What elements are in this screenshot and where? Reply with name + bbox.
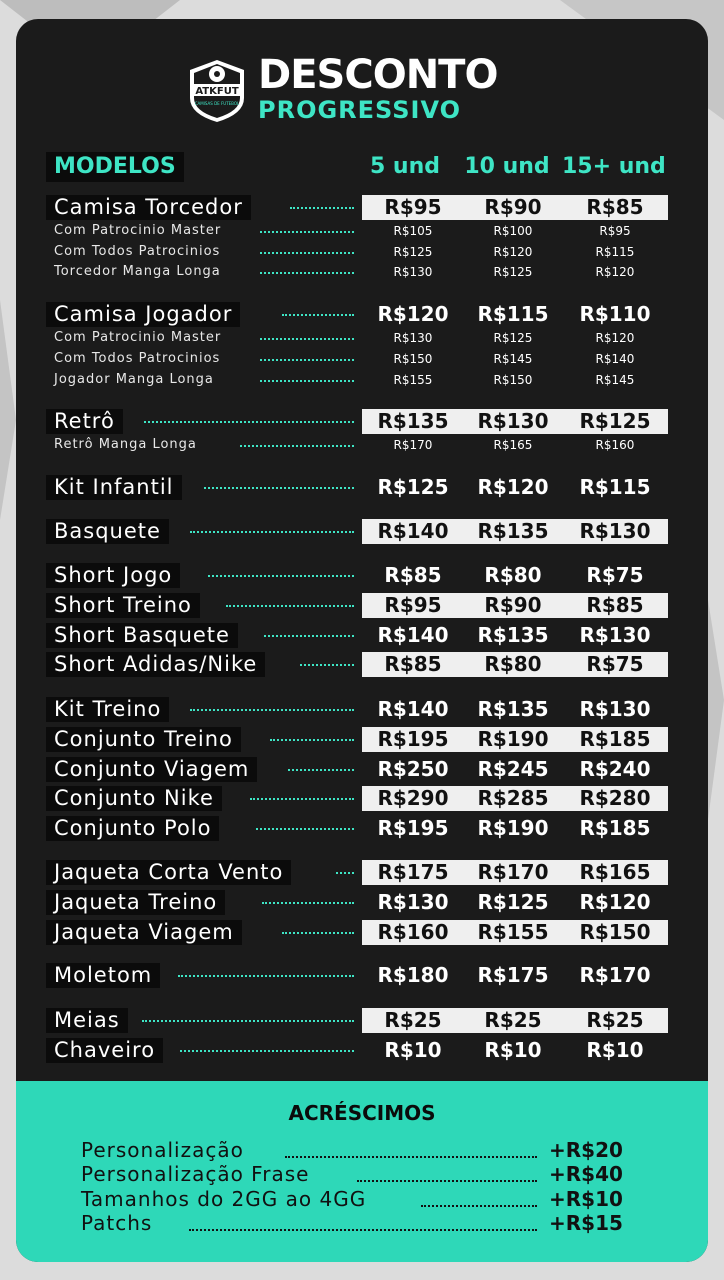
price-cell: R$105 — [393, 224, 433, 238]
price-cell: R$120 — [595, 331, 635, 345]
price-cell: R$95 — [599, 224, 631, 238]
price-cell: R$120 — [579, 889, 651, 914]
model-label: Short Adidas/Nike — [46, 652, 265, 677]
price-cell: R$245 — [477, 756, 549, 781]
price-cell: R$90 — [484, 592, 542, 617]
model-label: Jaqueta Corta Vento — [46, 860, 291, 885]
price-cell: R$120 — [377, 301, 449, 326]
price-cell: R$130 — [477, 408, 549, 433]
header-5-und: 5 und — [369, 154, 441, 179]
price-cell: R$195 — [377, 815, 449, 840]
price-cell: R$120 — [493, 245, 533, 259]
table-row — [0, 786, 724, 811]
price-cell: R$175 — [477, 962, 549, 987]
leader-dots — [282, 932, 354, 934]
price-cell: R$25 — [586, 1007, 644, 1032]
table-row — [0, 563, 724, 588]
price-cell: R$120 — [477, 474, 549, 499]
extras-row — [81, 1211, 629, 1235]
price-cell: R$135 — [477, 622, 549, 647]
price-cell: R$145 — [595, 373, 635, 387]
price-cell: R$185 — [579, 726, 651, 751]
extras-dots — [357, 1180, 537, 1182]
leader-dots — [256, 828, 354, 830]
title-progressivo: PROGRESSIVO — [258, 96, 462, 124]
price-cell: R$145 — [493, 352, 533, 366]
leader-dots — [260, 272, 354, 274]
model-label: Retrô — [46, 409, 123, 434]
price-cell: R$120 — [595, 265, 635, 279]
price-cell: R$140 — [595, 352, 635, 366]
extras-label: Personalização Frase — [81, 1162, 310, 1186]
price-cell: R$170 — [477, 859, 549, 884]
model-label: Com Patrocinio Master — [54, 330, 222, 345]
price-cell: R$125 — [493, 265, 533, 279]
table-row — [0, 757, 724, 782]
extras-value: +R$10 — [549, 1187, 623, 1211]
price-cell: R$190 — [477, 726, 549, 751]
model-label: Conjunto Nike — [46, 786, 222, 811]
table-row — [0, 264, 724, 280]
price-cell: R$125 — [393, 245, 433, 259]
model-label: Short Treino — [46, 593, 200, 618]
model-label: Retrô Manga Longa — [54, 437, 197, 452]
leader-dots — [208, 575, 354, 577]
model-label: Camisa Jogador — [46, 302, 240, 327]
table-row — [0, 860, 724, 885]
leader-dots — [260, 338, 354, 340]
price-cell: R$25 — [384, 1007, 442, 1032]
price-cell: R$140 — [377, 696, 449, 721]
svg-text:ATKFUT: ATKFUT — [195, 86, 239, 97]
price-cell: R$140 — [377, 622, 449, 647]
price-cell: R$135 — [377, 408, 449, 433]
price-cell: R$90 — [484, 194, 542, 219]
price-cell: R$150 — [393, 352, 433, 366]
price-cell: R$170 — [393, 438, 433, 452]
price-cell: R$130 — [579, 696, 651, 721]
leader-dots — [282, 314, 354, 316]
leader-dots — [270, 739, 354, 741]
model-label: Short Jogo — [46, 563, 180, 588]
extras-dots — [421, 1205, 537, 1207]
leader-dots — [190, 709, 354, 711]
table-row — [0, 437, 724, 453]
price-cell: R$95 — [384, 592, 442, 617]
model-label: Conjunto Polo — [46, 816, 219, 841]
leader-dots — [288, 769, 354, 771]
table-row — [0, 816, 724, 841]
table-row — [0, 697, 724, 722]
header-modelos: MODELOS — [46, 152, 184, 182]
price-cell: R$150 — [579, 919, 651, 944]
table-row — [0, 727, 724, 752]
leader-dots — [262, 902, 354, 904]
price-cell: R$155 — [393, 373, 433, 387]
price-cell: R$165 — [579, 859, 651, 884]
model-label: Chaveiro — [46, 1038, 163, 1063]
model-label: Jaqueta Viagem — [46, 920, 242, 945]
model-label: Conjunto Treino — [46, 727, 241, 752]
model-label: Torcedor Manga Longa — [54, 264, 221, 279]
price-cell: R$150 — [493, 373, 533, 387]
price-cell: R$140 — [377, 518, 449, 543]
extras-label: Tamanhos do 2GG ao 4GG — [81, 1187, 367, 1211]
price-cell: R$240 — [579, 756, 651, 781]
model-label: Jaqueta Treino — [46, 890, 225, 915]
extras-value: +R$15 — [549, 1211, 623, 1235]
price-cell: R$160 — [595, 438, 635, 452]
leader-dots — [336, 872, 354, 874]
price-cell: R$165 — [493, 438, 533, 452]
price-cell: R$115 — [579, 474, 651, 499]
table-row — [0, 372, 724, 388]
model-label: Basquete — [46, 519, 169, 544]
extras-label: Patchs — [81, 1211, 153, 1235]
price-cell: R$125 — [477, 889, 549, 914]
price-cell: R$10 — [586, 1037, 644, 1062]
price-cell: R$115 — [477, 301, 549, 326]
price-cell: R$75 — [586, 562, 644, 587]
svg-text:CAMISAS DE FUTEBOL: CAMISAS DE FUTEBOL — [194, 101, 240, 106]
model-label: Com Todos Patrocinios — [54, 244, 221, 259]
price-cell: R$80 — [484, 562, 542, 587]
leader-dots — [250, 798, 354, 800]
price-cell: R$180 — [377, 962, 449, 987]
extras-label: Personalização — [81, 1138, 244, 1162]
model-label: Camisa Torcedor — [46, 195, 251, 220]
price-cell: R$135 — [477, 518, 549, 543]
extras-row — [81, 1162, 629, 1186]
table-row — [0, 223, 724, 239]
price-cell: R$185 — [579, 815, 651, 840]
leader-dots — [260, 380, 354, 382]
table-row — [0, 920, 724, 945]
table-row — [0, 1038, 724, 1063]
header-15-und: 15+ und — [562, 154, 666, 179]
price-cell: R$130 — [579, 518, 651, 543]
table-row — [0, 244, 724, 260]
price-cell: R$130 — [377, 889, 449, 914]
leader-dots — [264, 635, 354, 637]
table-row — [0, 475, 724, 500]
price-cell: R$85 — [384, 562, 442, 587]
table-row — [0, 195, 724, 220]
table-row — [0, 652, 724, 677]
model-label: Com Todos Patrocinios — [54, 351, 221, 366]
model-label: Kit Infantil — [46, 475, 182, 500]
extras-title: ACRÉSCIMOS — [288, 1101, 436, 1125]
model-label: Com Patrocinio Master — [54, 223, 222, 238]
model-label: Jogador Manga Longa — [54, 372, 214, 387]
table-row — [0, 330, 724, 346]
extras-row — [81, 1138, 629, 1162]
price-cell: R$10 — [384, 1037, 442, 1062]
price-cell: R$110 — [579, 301, 651, 326]
leader-dots — [142, 1020, 354, 1022]
price-cell: R$75 — [586, 651, 644, 676]
leader-dots — [240, 445, 354, 447]
price-cell: R$135 — [477, 696, 549, 721]
price-cell: R$115 — [595, 245, 635, 259]
leader-dots — [260, 359, 354, 361]
extras-value: +R$20 — [549, 1138, 623, 1162]
atkfut-logo — [184, 58, 250, 124]
model-label: Kit Treino — [46, 697, 169, 722]
table-row — [0, 351, 724, 367]
leader-dots — [190, 531, 354, 533]
leader-dots — [300, 664, 354, 666]
price-cell: R$85 — [586, 194, 644, 219]
table-row — [0, 890, 724, 915]
price-cell: R$190 — [477, 815, 549, 840]
price-cell: R$160 — [377, 919, 449, 944]
price-cell: R$125 — [579, 408, 651, 433]
table-row — [0, 1008, 724, 1033]
extras-row — [81, 1187, 629, 1211]
price-cell: R$85 — [384, 651, 442, 676]
price-cell: R$175 — [377, 859, 449, 884]
price-cell: R$170 — [579, 962, 651, 987]
price-cell: R$250 — [377, 756, 449, 781]
price-cell: R$95 — [384, 194, 442, 219]
price-cell: R$130 — [393, 331, 433, 345]
leader-dots — [260, 231, 354, 233]
extras-dots — [189, 1229, 537, 1231]
price-cell: R$130 — [393, 265, 433, 279]
price-cell: R$285 — [477, 785, 549, 810]
model-label: Conjunto Viagem — [46, 757, 257, 782]
price-cell: R$125 — [493, 331, 533, 345]
leader-dots — [180, 1050, 354, 1052]
title-desconto: DESCONTO — [258, 52, 498, 98]
price-cell: R$10 — [484, 1037, 542, 1062]
model-label: Moletom — [46, 963, 160, 988]
table-row — [0, 623, 724, 648]
price-cell: R$100 — [493, 224, 533, 238]
price-cell: R$280 — [579, 785, 651, 810]
price-cell: R$85 — [586, 592, 644, 617]
extras-value: +R$40 — [549, 1162, 623, 1186]
leader-dots — [226, 605, 354, 607]
leader-dots — [204, 487, 354, 489]
header-10-und: 10 und — [464, 154, 550, 179]
price-cell: R$155 — [477, 919, 549, 944]
table-row — [0, 963, 724, 988]
price-cell: R$290 — [377, 785, 449, 810]
leader-dots — [144, 421, 354, 423]
leader-dots — [290, 207, 354, 209]
table-row — [0, 409, 724, 434]
table-row — [0, 302, 724, 327]
price-cell: R$25 — [484, 1007, 542, 1032]
model-label: Short Basquete — [46, 623, 238, 648]
extras-dots — [285, 1156, 537, 1158]
leader-dots — [260, 252, 354, 254]
leader-dots — [178, 975, 354, 977]
table-row — [0, 593, 724, 618]
price-cell: R$80 — [484, 651, 542, 676]
price-cell: R$125 — [377, 474, 449, 499]
price-cell: R$130 — [579, 622, 651, 647]
price-cell: R$195 — [377, 726, 449, 751]
table-row — [0, 519, 724, 544]
model-label: Meias — [46, 1008, 128, 1033]
